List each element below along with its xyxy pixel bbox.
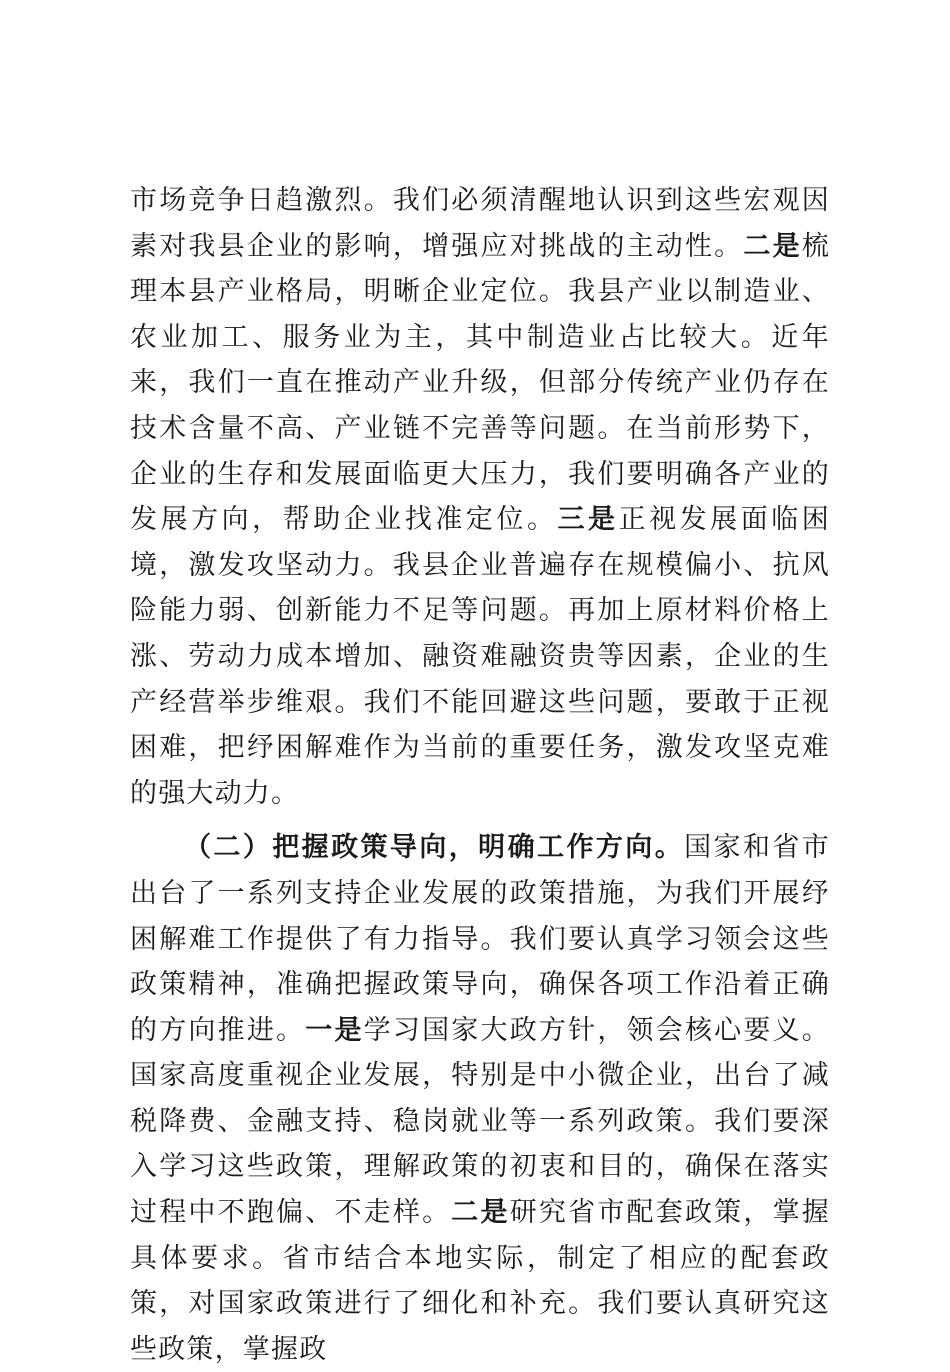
paragraph-2-marker-one: 一是 [305,1014,364,1046]
paragraph-1 [130,178,830,816]
paragraph-1-marker-three: 三是 [557,504,619,536]
paragraph-2 [130,825,830,1372]
paragraph-2-text: 研究省市配套政策，掌握具体要求。省市结合本地实际，制定了相应的配套政策，对国家政策进行了细化和补充。我们要认真研究这些政策，掌握政 [130,1197,830,1365]
section-heading: （二）把握政策导向，明确工作方向。 [184,832,685,864]
paragraph-1-text: 正视发展面临困境，激发攻坚动力。我县企业普遍存在规模偏小、抗风险能力弱、创新能力不足等问题。再加上原材料价格上涨、劳动力成本增加、融资难融资贵等因素，企业的生产经营举步维艰。我们不能回避这些问题，要敢于正视困难，把纾困解难作为当前的重要任务，激发攻坚克难的强大动力。 [130,504,830,809]
paragraph-1-marker-two: 二是 [743,230,802,262]
paragraph-2-text: 国家和省市出台了一系列支持企业发展的政策措施，为我们开展纾困解难工作提供了有力指导。我们要认真学习领会这些政策精神，准确把握政策导向，确保各项工作沿着正确的方向推进。 [130,832,830,1046]
paragraph-1-text: 梳理本县产业格局，明晰企业定位。我县产业以制造业、农业加工、服务业为主，其中制造业占比较大。近年来，我们一直在推动产业升级，但部分传统产业仍存在技术含量不高、产业链不完善等问题。在当前形势下，企业的生存和发展面临更大压力，我们要明确各产业的发展方向，帮助企业找准定位。 [130,230,830,536]
paragraph-2-marker-two: 二是 [451,1197,510,1229]
document-page [130,178,830,1372]
paragraph-1-text: 市场竞争日趋激烈。我们必须清醒地认识到这些宏观因素对我县企业的影响，增强应对挑战的主动性。 [130,185,830,262]
paragraph-2-text: 学习国家大政方针，领会核心要义。国家高度重视企业发展，特别是中小微企业，出台了减税降费、金融支持、稳岗就业等一系列政策。我们要深入学习这些政策，理解政策的初衷和目的，确保在落实过程中不跑偏、不走样。 [130,1014,830,1229]
